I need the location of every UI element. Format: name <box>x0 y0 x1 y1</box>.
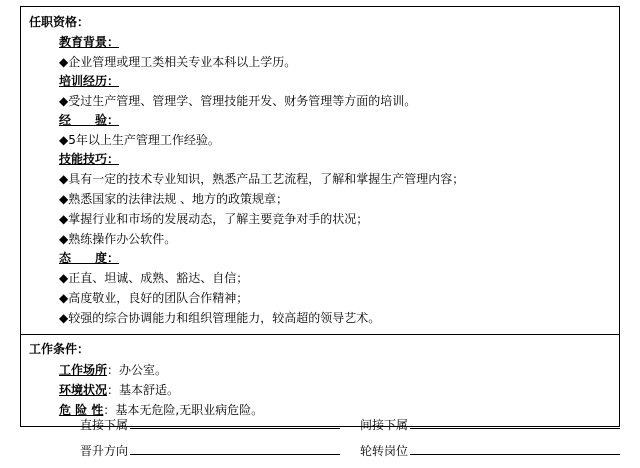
indirect-subordinate-field[interactable] <box>360 412 620 438</box>
work-condition-label-1: 工作场所 <box>59 363 108 377</box>
training-heading: 培训经历： <box>59 74 120 88</box>
education-line-1: ◆企业管理或理工类相关专业本科以上学历。 <box>59 55 297 69</box>
rotation-post-label: 轮转岗位 <box>360 444 409 458</box>
qualification-row <box>21 7 620 335</box>
footer-fields <box>20 412 620 464</box>
work-condition-item-2 <box>59 380 613 400</box>
work-condition-label-2: 环境状况 <box>59 383 108 397</box>
indirect-subordinate-label: 间接下属 <box>360 418 409 432</box>
attitude-line-3: ◆较强的综合协调能力和组织管理能力，较高超的领导艺术。 <box>59 311 381 325</box>
qualification-cell <box>21 7 620 335</box>
skills-heading: 技能技巧： <box>59 152 120 166</box>
skills-line-2: ◆熟悉国家的法律法规 、地方的政策规章； <box>59 192 289 206</box>
skills-line-1: ◆具有一定的技术专业知识，熟悉产品工艺流程，了解和掌握生产管理内容； <box>59 172 465 186</box>
promotion-direction-field[interactable] <box>80 438 340 464</box>
work-conditions-title: 工作条件： <box>29 342 90 356</box>
rotation-post-rule[interactable] <box>410 440 620 455</box>
promotion-direction-label: 晋升方向 <box>80 444 129 458</box>
job-description-table <box>20 6 620 427</box>
experience-line-1: ◆5年以上生产管理工作经验。 <box>59 133 220 147</box>
training-line-1: ◆受过生产管理、管理学、管理技能开发、财务管理等方面的培训。 <box>59 94 417 108</box>
work-condition-value-3: ：基本无危险,无职业病危险。 <box>103 403 264 417</box>
attitude-line-1: ◆正直、坦诚、成熟、豁达、自信； <box>59 271 249 285</box>
indirect-subordinate-rule[interactable] <box>410 414 620 429</box>
work-condition-label-3: 危 险 性 <box>59 403 104 417</box>
experience-heading: 经 验： <box>59 113 120 127</box>
work-condition-value-2: ：基本舒适。 <box>107 383 180 397</box>
attitude-line-2: ◆高度敬业，良好的团队合作精神； <box>59 291 249 305</box>
direct-subordinate-rule[interactable] <box>130 414 340 429</box>
work-condition-item-1 <box>59 360 613 380</box>
footer-row-2 <box>20 438 620 464</box>
attitude-heading: 态 度： <box>59 251 120 265</box>
work-condition-value-1: ：办公室。 <box>107 363 168 377</box>
footer-row-1 <box>20 412 620 438</box>
education-heading: 教育背景： <box>59 35 120 49</box>
skills-line-4: ◆熟练操作办公软件。 <box>59 232 177 246</box>
direct-subordinate-label: 直接下属 <box>80 418 129 432</box>
skills-line-3: ◆掌握行业和市场的发展动态，了解主要竞争对手的状况； <box>59 212 369 226</box>
rotation-post-field[interactable] <box>360 438 620 464</box>
direct-subordinate-field[interactable] <box>80 412 340 438</box>
qualification-title: 任职资格： <box>29 15 90 29</box>
promotion-direction-rule[interactable] <box>130 440 340 455</box>
